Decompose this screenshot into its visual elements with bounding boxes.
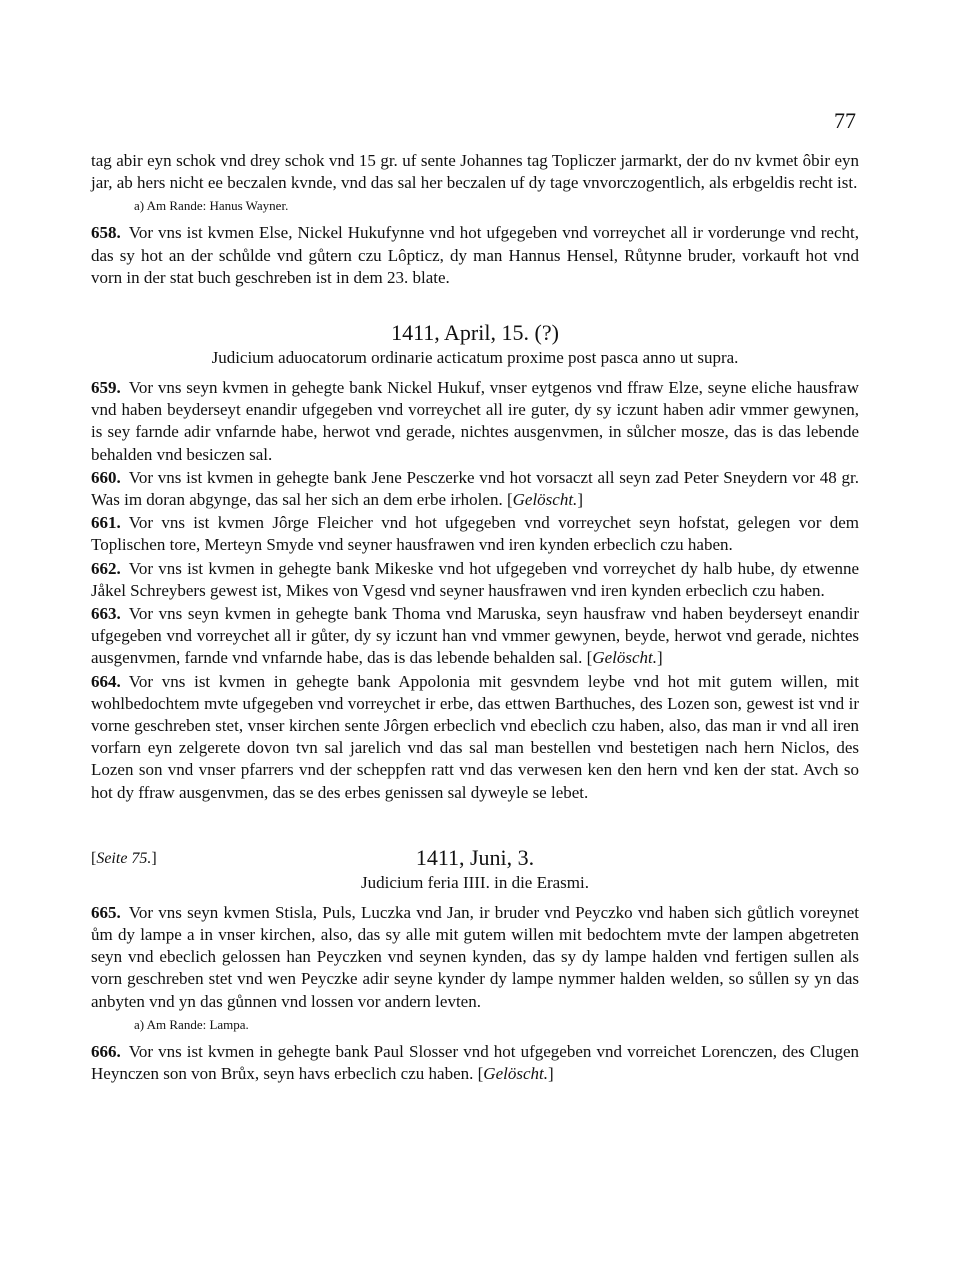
entry-text: Vor vns ist kvmen in gehegte bank Paul Slosser vnd hot ufgegeben vnd vorreichet Lorenczen, des Clugen Heynczen son von Brůx, seyn havs erbeclich czu haben. xyxy=(91,1041,859,1084)
section-subheading: Judicium feria IIII. in die Erasmi. xyxy=(360,872,589,892)
footnote: a) Am Rande: Lampa. xyxy=(134,1016,249,1032)
section-heading: 1411, April, 15. (?) xyxy=(391,320,559,346)
entry-text: Vor vns ist kvmen in gehegte bank Appolonia mit gesvndem leybe vnd hot mit gutem willen, mit wohlbedochtem mvte ufgegeben vnd vorreychet ir erbe, das ettwen Barthuches, des Lozen son, gewest ist vnd ir vorne geschreben stet, vnser kirchen sente Jôrgen erbeclich vnd ebeclich czu haben, also, das man ir vnd all iren vorfarn eyn zelgerete dovon tvn sal jarelich vnd das sal man bestellen vnd bestetigen nach hern Niclos, des Lozen son vnd vnser pfarrers vnd der scheppfen ratt vnd das verwesen ken den hern vnd ken der stat. Avch so hot dy ffraw ausgenvmen, das se des erbes genissen sal dyweyle se lebet. xyxy=(91,671,859,802)
entry-663: 663. Vor vns seyn kvmen in gehegte bank Thoma vnd Maruska, seyn hausfraw vnd haben beyderseyt enandir ufgegeben vnd vorreychet all ir gůter, dy sy iczunt han vnd vmmer gewynen, beyde, herwot vnd gerade, nichtes ausgenvmen, farnde vnd vnfarnde habe, das is das lebende behalden sal. [Gelöscht.] xyxy=(91,604,859,668)
entry-text: Vor vns ist kvmen Else, Nickel Hukufynne vnd hot ufgegeben vnd vorreychet all ir vorderunge vnd recht, das sy hot an der schůlde vnd gůtern czu Lôpticz, dy man Hannus Hensel, Růtynne bruder, vorkauft hot vnd vorn in der stat buch geschreben ist in dem 23. blate. xyxy=(91,223,859,287)
deleted-note: Gelöscht. xyxy=(512,490,578,510)
section-heading: 1411, Juni, 3. xyxy=(415,844,535,870)
entry-658 xyxy=(91,222,859,289)
entry-number: 659. xyxy=(91,378,121,398)
entry-number: 663. xyxy=(91,604,121,624)
entry-text: Vor vns seyn kvmen Stisla, Puls, Luczka vnd Jan, ir bruder vnd Peyczko vnd haben sich gůtlich voreynet ům dy lampe a in vnser kirchen, also, das sy alle mit gutem willen mit bedochtem mvte der lampen abgetreten seyn vnd ebeclich gelossen han Peyczken vnd seynen kynden, das sy dy lampe halden vnd fertigen sullen als vorn geschreben stet vnd wen Peyczke adir seyne kynder dy lampe nymmer halden welden, so sůllen sy yn das anbyten vnd yn das gůnnen vnd lossen vor andern levten. xyxy=(91,902,859,1011)
entry-number: 660. xyxy=(91,467,121,487)
entry-number: 664. xyxy=(91,671,121,691)
margin-note: [Seite 75.] xyxy=(91,849,157,867)
entry-text: Vor vns ist kvmen in gehegte bank Mikeske vnd hot ufgegeben vnd vorreychet dy halb hube, dy etwenne Jåkel Schreybers gewest ist, Mikes von Vgesd vnd seyner hausfrawen vnd iren kynden erbeclich czu haben. xyxy=(91,558,859,600)
entry-number: 661. xyxy=(91,513,121,533)
entry-text: Vor vns seyn kvmen in gehegte bank Thoma vnd Maruska, seyn hausfraw vnd haben beyderseyt enandir ufgegeben vnd vorreychet all ir gůter, dy sy iczunt han vnd vmmer gewynen, beyde, herwot vnd gerade, nichtes ausgenvmen, farnde vnd vnfarnde habe, das is das lebende behalden sal. xyxy=(91,604,859,668)
section-heading-row xyxy=(91,844,859,872)
deleted-note: Gelöscht. xyxy=(592,648,658,668)
entry-665 xyxy=(91,902,859,1013)
intro-paragraph: tag abir eyn schok vnd drey schok vnd 15 gr. uf sente Johannes tag Topliczer jarmarkt, der do nv kvmet ôbir eyn jar, ab hers nicht ee beczalen kvnde, vnd das sal her beczalen uf dy tage vnvorczogentlich, als erbgeldis recht ist. xyxy=(91,151,859,193)
entry-number: 665. xyxy=(91,902,121,922)
page-number: 77 xyxy=(834,108,856,133)
entry-number: 666. xyxy=(91,1041,121,1061)
entry-664 xyxy=(91,671,859,804)
page-body xyxy=(91,150,859,1086)
entry-text: Vor vns ist kvmen Jôrge Fleicher vnd hot ufgegeben vnd vorreychet seyn hofstat, gelegen vor dem Toplischen tore, Merteyn Smyde vnd seyner hausfrawen vnd iren kynden erbeclich czu haben. xyxy=(91,513,859,555)
entry-number: 658. xyxy=(91,223,121,243)
entry-number: 662. xyxy=(91,558,121,578)
section-subheading: Judicium aduocatorum ordinarie acticatum proxime post pasca anno ut supra. xyxy=(211,348,739,368)
entry-666: 666. Vor vns ist kvmen in gehegte bank Paul Slosser vnd hot ufgegeben vnd vorreichet Lorenczen, des Clugen Heynczen son von Brůx, seyn havs erbeclich czu haben. [Gelöscht.] xyxy=(91,1041,859,1084)
entry-660: 660. Vor vns ist kvmen in gehegte bank Jene Pesczerke vnd hot vorsaczt all seyn zad Peter Sneydern vor 48 gr. Was im doran abgynge, das sal her sich an dem erbe irholen. [Gelöscht.] xyxy=(91,467,859,510)
deleted-note: Gelöscht. xyxy=(483,1064,548,1084)
entry-text: Vor vns ist kvmen in gehegte bank Jene Pesczerke vnd hot vorsaczt all seyn zad Peter Sneydern vor 48 gr. Was im doran abgynge, das sal her sich an dem erbe irholen. xyxy=(91,467,859,510)
entry-661 xyxy=(91,512,859,556)
entry-662 xyxy=(91,558,859,602)
entry-659 xyxy=(91,377,859,466)
entry-text: Vor vns seyn kvmen in gehegte bank Nickel Hukuf, vnser eytgenos vnd ffraw Elze, seyne eliche hausfraw vnd haben beyderseyt enandir ufgegeben vnd vorreychet all ire guter, dy sy iczunt haben adir vmmer gewynen, is sey farnde adir vnfarnde habe, herwot vnd gerade, nichtes ausgenvmen, in sůlcher mosze, das is das lebende behalden vnd besiczen sal. xyxy=(91,378,859,464)
footnote: a) Am Rande: Hanus Wayner. xyxy=(134,198,289,214)
